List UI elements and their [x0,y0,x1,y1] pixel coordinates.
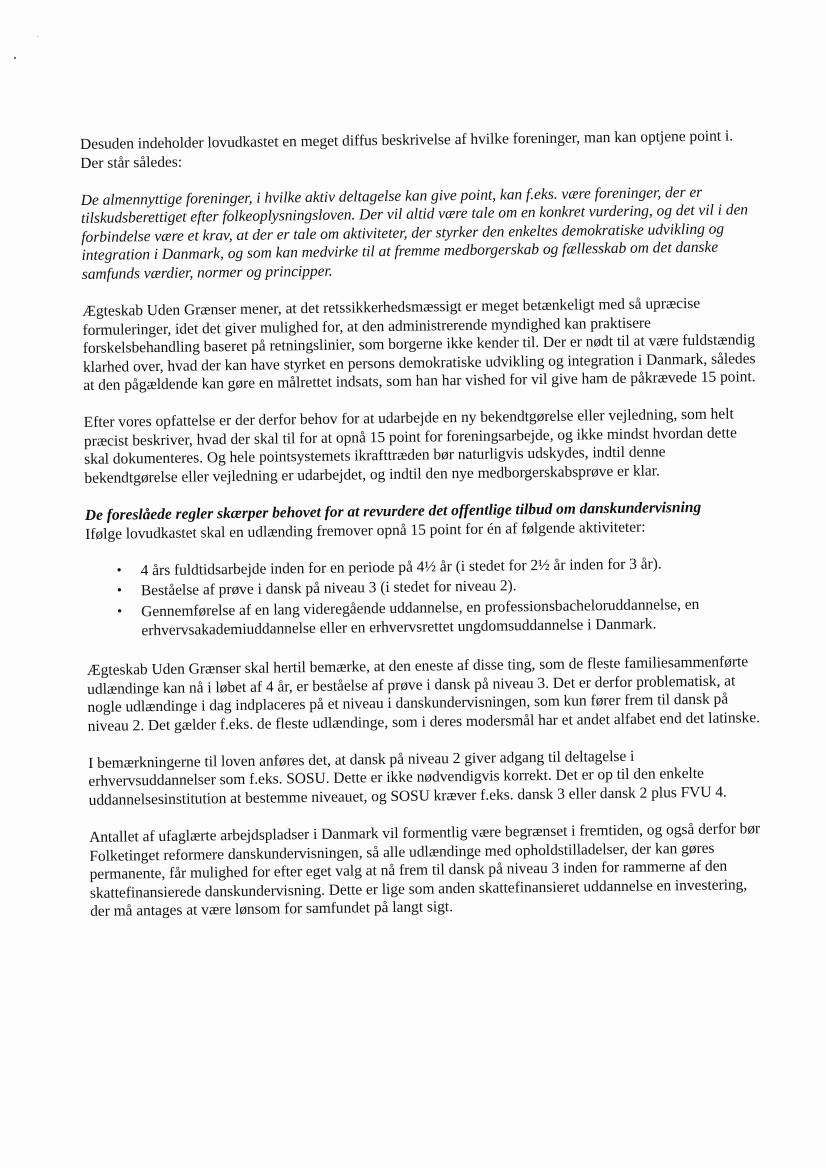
list-item-text: Gennemførelse af en lang videregående uddannelse, en professionsbacheloruddannelse, en erhvervsakademiuddannelse eller en erhvervsrettet ungdomsuddannelse i Danmark. [141,596,700,640]
bullet-icon: • [116,563,122,579]
paragraph-recommendation: Efter vores opfattelse er der derfor behov for at udarbejde en ny bekendtgørelse eller vejledning, som helt præcist beskriver, hvad der skal til for at opnå 15 point for foreningsarbejde, og ikke mindst hvordan dette skal dokumenteres. Og hele pointsystemets ikrafttræden bør naturligvis udskydes, indtil denne bekendtgørelse eller vejledning er udarbejdet, og indtil den nye medborgerskabsprøve er klar. [83,405,737,488]
scan-speck [14,57,16,59]
activity-list [86,554,763,642]
list-item-text: Beståelse af prøve i dansk på niveau 3 (i stedet for niveau 2). [140,577,517,600]
section-heading: De foreslåede regler skærper behovet for at revurdere det offentlige tilbud om danskundervisning [84,498,702,525]
paragraph-legal-concern: Ægteskab Uden Grænser mener, at det retssikkerhedsmæssigt er meget betænkeligt med så upræcise formuleringer, idet det giver mulighed for, at den administrerende myndighed kan praktisere forskelsbehandling baseret på retningslinier, som borgerne ikke kender til. Der er nødt til at være fuldstændig klarhed over, hvad der kan have styrket en persons demokratiske udvikling og integration i Danmark, således at den pågældende kan gøre en målrettet indsats, som han har vished for vil give ham de påkrævede 15 point. [82,294,756,395]
list-item-text: 4 års fuldtidsarbejde inden for en periode på 4½ år (i stedet for 2½ år inden for 3 år). [140,555,662,579]
paragraph-language-level: Ægteskab Uden Grænser skal hertil bemærke, at den eneste af disse ting, som de fleste familiesammenførte udlændinge kan nå i løbet af 4 år, er beståelse af prøve i dansk på niveau 3. Det er derfor problematisk, at nogle udlændinge i dag indplaceres på et niveau i danskundervisningen, som kun fører frem til dansk på niveau 2. Det gælder f.eks. de fleste udlændinge, som i deres modersmål har et andet alfabet end det latinske. [86,653,761,735]
paragraph-remarks: I bemærkningerne til loven anføres det, at dansk på niveau 2 giver adgang til deltagelse i erhvervsuddannelser som f.eks. SOSU. Dette er ikke nødvendigvis korrekt. Det er op til den enkelte uddannelsesinstitution at bestemme niveauet, og SOSU kræver f.eks. dansk 3 eller dansk 2 plus FVU 4. [88,747,727,809]
document-body [80,127,766,922]
paragraph-intro: Desuden indeholder lovudkastet en meget diffus beskrivelse af hvilke foreninger, man kan optjene point i. Der står således: [80,127,734,172]
paragraph-conclusion: Antallet af ufaglærte arbejdspladser i Danmark vil formentlig være begrænset i fremtiden, og også derfor bør Folketinget reformere danskundervisningen, så alle udlændinge med opholdstilladelser, der kan gøres permanente, får mulighed for efter eget valg at nå frem til dansk på niveau 3 inden for rammerne af den skattefinansierede danskundervisning. Dette er lige som anden skattefinansieret uddannelse en investering, der må antages at være lønsom for samfundet på langt sigt. [89,820,761,921]
scan-speck [37,36,38,37]
list-item [86,595,762,641]
quoted-passage: De almennyttige foreninger, i hvilke aktiv deltagelse kan give point, kan f.eks. være foreninger, der er tilskudsberettiget efter folkeoplysningsloven. Der vil altid være tale om en konkret vurdering, og det vil i den forbindelse være et krav, at der er tale om aktiviteter, der styrker den enkeltes demokratiske udvikling og integration i Danmark, og som kan medvirke til at fremme medborgerskab og fællesskab om det danske samfunds værdier, normer og principper. [80,183,749,283]
bullet-icon: • [116,583,122,599]
paragraph-point-requirements: Ifølge lovudkastet skal en udlænding fremover opnå 15 point for én af følgende aktiviteter: [85,518,646,543]
bullet-icon: • [117,604,123,620]
